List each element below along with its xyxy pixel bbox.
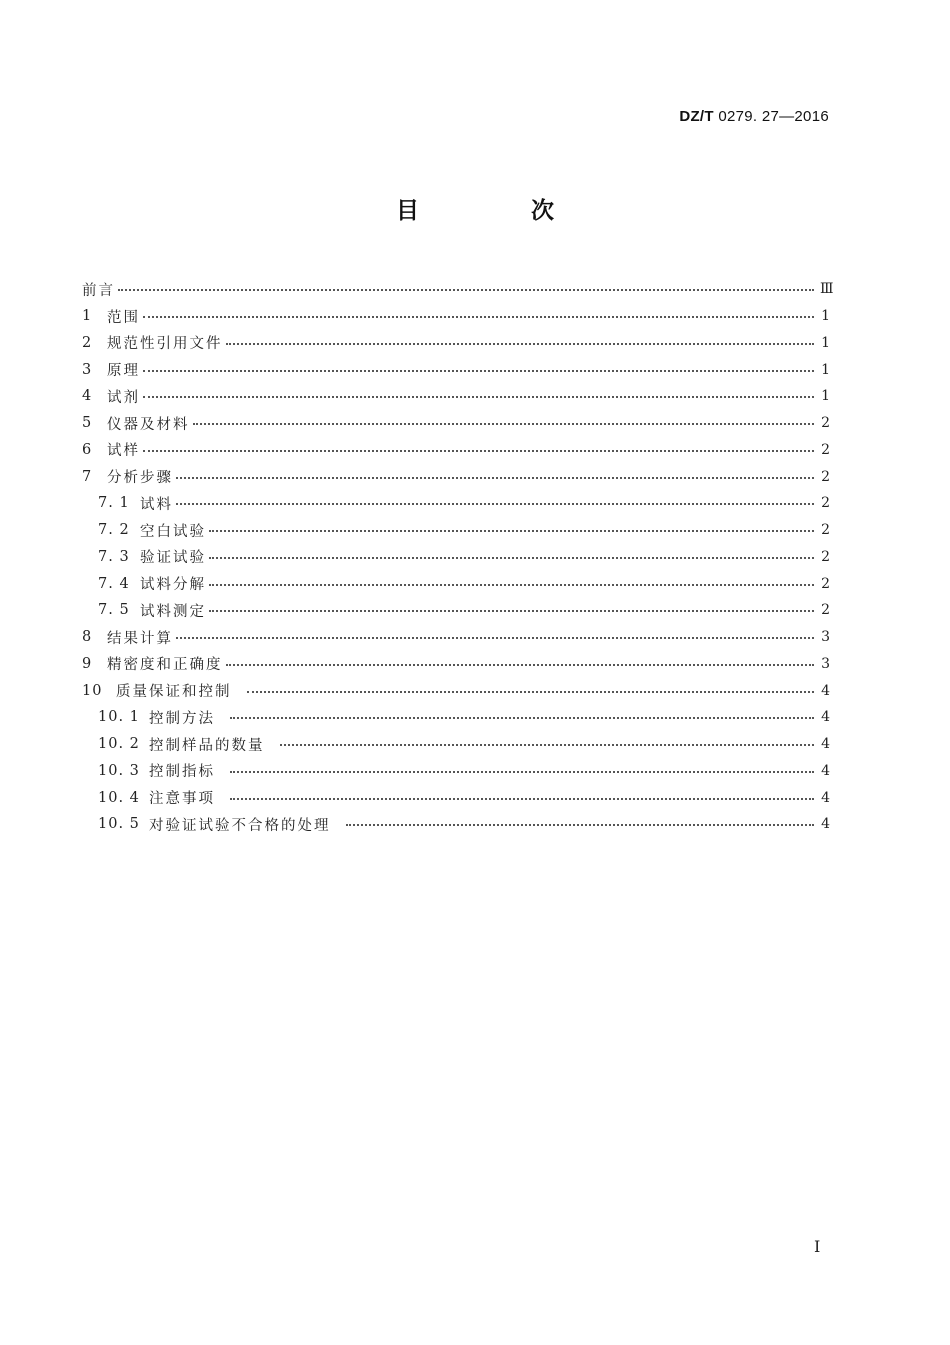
toc-leader	[118, 289, 814, 291]
toc-entry-number: 7. 2	[98, 522, 130, 539]
toc-entry-page: 2	[821, 602, 830, 619]
standard-prefix: DZ/T	[679, 108, 714, 125]
toc-entry-page: 3	[821, 629, 830, 646]
toc-entry-label: 控制样品的数量	[149, 737, 265, 754]
toc-leader	[230, 717, 814, 719]
toc-leader	[193, 423, 815, 425]
toc-entry-number: 10	[82, 682, 103, 699]
toc-entry[interactable]	[82, 677, 830, 704]
toc-entry-label: 范围	[107, 309, 140, 326]
toc-entry-label: 空白试验	[140, 523, 206, 540]
toc-entry-label: 控制指标	[149, 764, 215, 781]
toc-entry-page: 1	[821, 361, 830, 378]
toc-leader	[176, 637, 814, 639]
toc-title: 目 次	[395, 198, 606, 224]
toc-leader	[247, 691, 815, 693]
toc-entry-page: 3	[821, 655, 830, 672]
toc-leader	[346, 824, 815, 826]
toc-entry-label: 质量保证和控制	[116, 684, 232, 701]
toc-subentry[interactable]	[82, 597, 830, 624]
toc-entry-number: 10. 5	[98, 816, 140, 833]
toc-entry[interactable]	[82, 383, 830, 410]
toc-entry[interactable]	[82, 463, 830, 490]
toc-leader	[209, 610, 814, 612]
toc-leader	[209, 530, 814, 532]
toc-entry-number: 9	[82, 655, 93, 672]
toc-entry-label: 试料	[140, 496, 173, 513]
toc-entry-foreword[interactable]	[82, 276, 834, 303]
standard-number: 0279. 27—2016	[718, 108, 829, 125]
toc-entry-label: 规范性引用文件	[107, 336, 223, 353]
toc-entry-page: 2	[821, 468, 830, 485]
toc-entry[interactable]	[82, 410, 830, 437]
toc-entry-page: 2	[821, 522, 830, 539]
toc-entry-number: 7	[82, 468, 93, 485]
toc-entry-label: 试剂	[107, 389, 140, 406]
toc-leader	[209, 584, 814, 586]
toc-leader	[143, 396, 814, 398]
toc-entry[interactable]	[82, 651, 830, 678]
toc-entry-number: 7. 4	[98, 575, 130, 592]
toc-subentry[interactable]	[82, 731, 830, 758]
toc-leader	[209, 557, 814, 559]
toc-entry-page: 2	[821, 441, 830, 458]
toc-entry-label: 分析步骤	[107, 470, 173, 487]
toc-entry-number: 10. 2	[98, 736, 140, 753]
toc-leader	[226, 343, 815, 345]
toc-entry-number: 3	[82, 361, 93, 378]
toc-entry-page: 2	[821, 548, 830, 565]
toc-entry-page: Ⅲ	[820, 281, 834, 298]
toc-leader	[226, 664, 815, 666]
toc-subentry[interactable]	[82, 811, 830, 838]
toc-entry-label: 前言	[82, 282, 115, 299]
toc-entry-number: 10. 4	[98, 789, 140, 806]
toc-entry[interactable]	[82, 437, 830, 464]
toc-entry-label: 注意事项	[149, 791, 215, 808]
toc-entry-label: 仪器及材料	[107, 416, 190, 433]
toc-entry-number: 1	[82, 308, 93, 325]
toc-subentry[interactable]	[82, 758, 830, 785]
toc-entry-number: 7. 5	[98, 602, 130, 619]
toc-subentry[interactable]	[82, 544, 830, 571]
toc-subentry[interactable]	[82, 517, 830, 544]
toc-entry-page: 4	[821, 709, 830, 726]
toc-entry-label: 试料分解	[140, 577, 206, 594]
toc-entry-label: 验证试验	[140, 550, 206, 567]
toc-subentry[interactable]	[82, 490, 830, 517]
toc-subentry[interactable]	[82, 784, 830, 811]
toc-leader	[143, 450, 814, 452]
toc-entry-label: 控制方法	[149, 710, 215, 727]
toc-entry-number: 7. 3	[98, 548, 130, 565]
toc-entry[interactable]	[82, 330, 830, 357]
toc-entry-page: 2	[821, 575, 830, 592]
toc-entry-page: 4	[821, 762, 830, 779]
page-folio: Ⅰ	[814, 1237, 821, 1256]
toc-entry-number: 8	[82, 629, 93, 646]
toc-leader	[143, 316, 814, 318]
toc-entry-page: 1	[821, 308, 830, 325]
toc-entry-number: 5	[82, 415, 93, 432]
toc-entry-page: 1	[821, 334, 830, 351]
toc-leader	[230, 771, 814, 773]
toc-entry-label: 精密度和正确度	[107, 657, 223, 674]
table-of-contents	[82, 276, 834, 838]
toc-entry-number: 6	[82, 441, 93, 458]
toc-entry-label: 试料测定	[140, 603, 206, 620]
toc-entry-label: 试样	[107, 443, 140, 460]
toc-entry-page: 2	[821, 495, 830, 512]
toc-entry-page: 4	[821, 682, 830, 699]
toc-leader	[230, 798, 814, 800]
toc-entry-page: 4	[821, 736, 830, 753]
standard-code	[679, 108, 829, 125]
toc-entry-number: 4	[82, 388, 93, 405]
toc-entry-label: 结果计算	[107, 630, 173, 647]
toc-leader	[176, 503, 814, 505]
toc-entry-page: 1	[821, 388, 830, 405]
toc-entry[interactable]	[82, 356, 830, 383]
toc-entry[interactable]	[82, 303, 830, 330]
toc-entry-label: 原理	[107, 363, 140, 380]
toc-entry-label: 对验证试验不合格的处理	[149, 817, 331, 834]
toc-entry-number: 7. 1	[98, 495, 130, 512]
toc-entry-number: 10. 1	[98, 709, 140, 726]
toc-subentry[interactable]	[82, 704, 830, 731]
toc-leader	[143, 370, 814, 372]
toc-entry-number: 10. 3	[98, 762, 140, 779]
toc-entry-number: 2	[82, 334, 93, 351]
toc-leader	[176, 477, 814, 479]
toc-entry-page: 4	[821, 816, 830, 833]
toc-subentry[interactable]	[82, 570, 830, 597]
toc-entry[interactable]	[82, 624, 830, 651]
toc-entry-page: 4	[821, 789, 830, 806]
toc-leader	[280, 744, 815, 746]
toc-entry-page: 2	[821, 415, 830, 432]
